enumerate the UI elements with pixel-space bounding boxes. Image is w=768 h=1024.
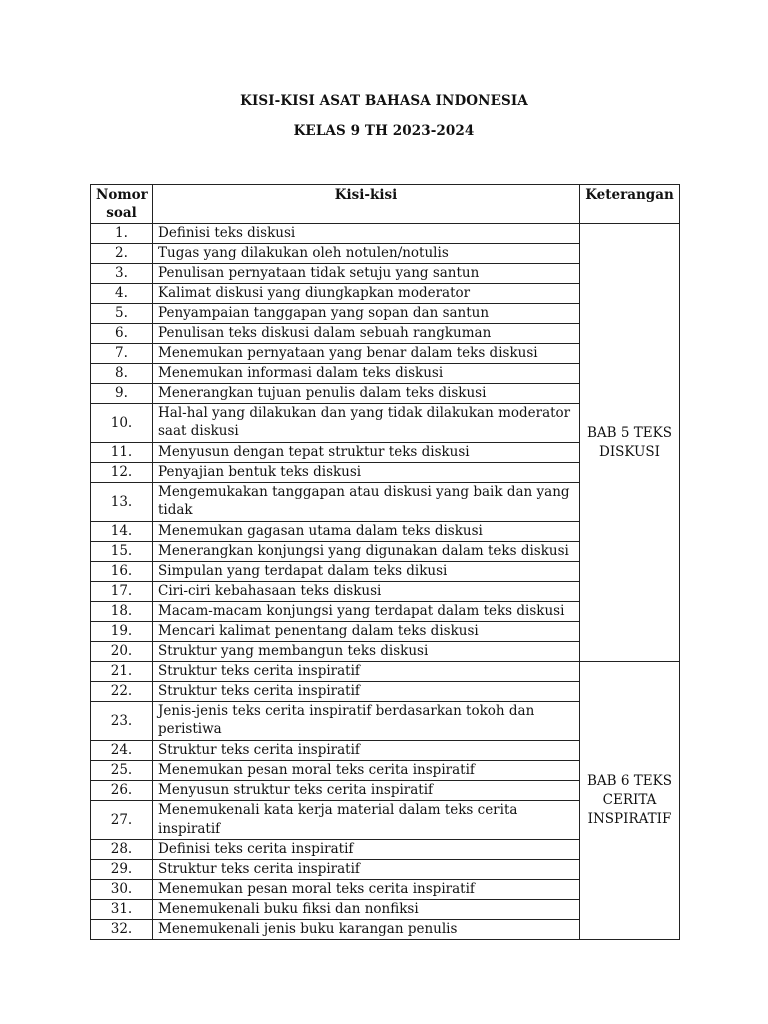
question-number: 17. (91, 582, 153, 602)
question-number: 3. (91, 264, 153, 284)
question-number: 2. (91, 244, 153, 264)
question-number: 29. (91, 860, 153, 880)
question-number: 9. (91, 384, 153, 404)
kisi-kisi-cell: Penyajian bentuk teks diskusi (153, 463, 580, 483)
kisi-kisi-cell: Tugas yang dilakukan oleh notulen/notulis (153, 244, 580, 264)
question-number: 13. (91, 483, 153, 522)
kisi-kisi-cell: Ciri-ciri kebahasaan teks diskusi (153, 582, 580, 602)
question-number: 20. (91, 642, 153, 662)
kisi-kisi-cell: Struktur yang membangun teks diskusi (153, 642, 580, 662)
kisi-kisi-cell: Struktur teks cerita inspiratif (153, 741, 580, 761)
kisi-kisi-cell: Struktur teks cerita inspiratif (153, 682, 580, 702)
kisi-kisi-cell: Mengemukakan tanggapan atau diskusi yang baik dan yang tidak (153, 483, 580, 522)
question-number: 8. (91, 364, 153, 384)
question-number: 27. (91, 801, 153, 840)
question-number: 4. (91, 284, 153, 304)
header-kisi-kisi: Kisi-kisi (153, 185, 580, 224)
kisi-kisi-cell: Mencari kalimat penentang dalam teks diskusi (153, 622, 580, 642)
question-number: 24. (91, 741, 153, 761)
document-subtitle: KELAS 9 TH 2023-2024 (293, 123, 475, 139)
kisi-kisi-cell: Menemukenali buku fiksi dan nonfiksi (153, 900, 580, 920)
question-number: 14. (91, 522, 153, 542)
question-number: 12. (91, 463, 153, 483)
table-body (91, 224, 680, 940)
question-number: 19. (91, 622, 153, 642)
kisi-kisi-cell: Menyusun dengan tepat struktur teks diskusi (153, 443, 580, 463)
kisi-kisi-cell: Menemukan pesan moral teks cerita inspiratif (153, 880, 580, 900)
kisi-kisi-cell: Definisi teks cerita inspiratif (153, 840, 580, 860)
kisi-kisi-table (90, 184, 680, 940)
header-keterangan: Keterangan (580, 185, 680, 224)
header-nomor-soal: Nomor soal (91, 185, 153, 224)
table-row (91, 224, 680, 244)
kisi-kisi-cell: Menerangkan konjungsi yang digunakan dalam teks diskusi (153, 542, 580, 562)
kisi-kisi-cell: Menemukenali kata kerja material dalam teks cerita inspiratif (153, 801, 580, 840)
question-number: 21. (91, 662, 153, 682)
question-number: 23. (91, 702, 153, 741)
kisi-kisi-cell: Penyampaian tanggapan yang sopan dan santun (153, 304, 580, 324)
question-number: 25. (91, 761, 153, 781)
question-number: 22. (91, 682, 153, 702)
question-number: 11. (91, 443, 153, 463)
kisi-kisi-cell: Macam-macam konjungsi yang terdapat dalam teks diskusi (153, 602, 580, 622)
kisi-kisi-cell: Struktur teks cerita inspiratif (153, 860, 580, 880)
kisi-kisi-cell: Penulisan teks diskusi dalam sebuah rangkuman (153, 324, 580, 344)
kisi-kisi-cell: Struktur teks cerita inspiratif (153, 662, 580, 682)
kisi-kisi-cell: Definisi teks diskusi (153, 224, 580, 244)
kisi-kisi-cell: Simpulan yang terdapat dalam teks dikusi (153, 562, 580, 582)
table-header-row (91, 185, 680, 224)
question-number: 32. (91, 920, 153, 940)
kisi-kisi-cell: Menemukan gagasan utama dalam teks diskusi (153, 522, 580, 542)
question-number: 28. (91, 840, 153, 860)
question-number: 18. (91, 602, 153, 622)
question-number: 1. (91, 224, 153, 244)
question-number: 16. (91, 562, 153, 582)
kisi-kisi-cell: Menemukan informasi dalam teks diskusi (153, 364, 580, 384)
keterangan-cell: BAB 5 TEKS DISKUSI (580, 224, 680, 662)
kisi-kisi-cell: Menemukan pesan moral teks cerita inspiratif (153, 761, 580, 781)
table-row (91, 662, 680, 682)
document-title: KISI-KISI ASAT BAHASA INDONESIA (240, 93, 528, 109)
question-number: 26. (91, 781, 153, 801)
question-number: 30. (91, 880, 153, 900)
kisi-kisi-cell: Hal-hal yang dilakukan dan yang tidak dilakukan moderator saat diskusi (153, 404, 580, 443)
question-number: 15. (91, 542, 153, 562)
kisi-kisi-cell: Menerangkan tujuan penulis dalam teks diskusi (153, 384, 580, 404)
question-number: 5. (91, 304, 153, 324)
question-number: 6. (91, 324, 153, 344)
kisi-kisi-cell: Menemukan pernyataan yang benar dalam teks diskusi (153, 344, 580, 364)
kisi-kisi-cell: Penulisan pernyataan tidak setuju yang santun (153, 264, 580, 284)
kisi-kisi-cell: Jenis-jenis teks cerita inspiratif berdasarkan tokoh dan peristiwa (153, 702, 580, 741)
kisi-kisi-cell: Menemukenali jenis buku karangan penulis (153, 920, 580, 940)
kisi-kisi-cell: Kalimat diskusi yang diungkapkan moderator (153, 284, 580, 304)
kisi-kisi-cell: Menyusun struktur teks cerita inspiratif (153, 781, 580, 801)
keterangan-cell: BAB 6 TEKS CERITA INSPIRATIF (580, 662, 680, 940)
question-number: 10. (91, 404, 153, 443)
question-number: 31. (91, 900, 153, 920)
question-number: 7. (91, 344, 153, 364)
